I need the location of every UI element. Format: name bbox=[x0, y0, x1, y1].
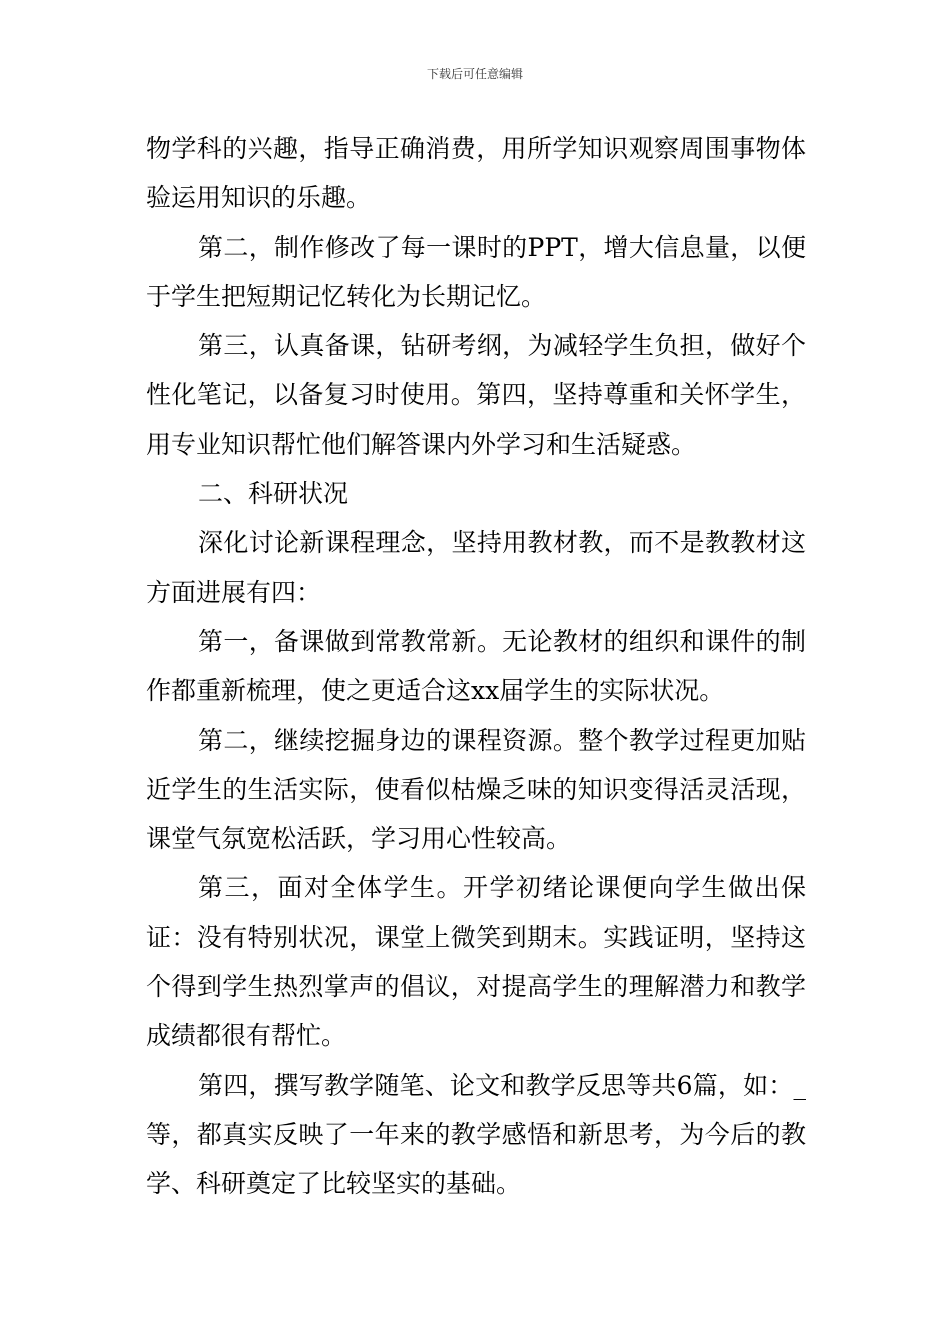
paragraph: 第三，认真备课，钻研考纲，为减轻学生负担，做好个性化笔记，以备复习时使用。第四，坚持尊重和关怀学生，用专业知识帮忙他们解答课内外学习和生活疑惑。 bbox=[146, 331, 806, 459]
paragraph: 第四，撰写教学随笔、论文和教学反思等共6篇，如：_等，都真实反映了一年来的教学感悟和新思考，为今后的教学、科研奠定了比较坚实的基础。 bbox=[146, 1070, 806, 1199]
paragraph: 深化讨论新课程理念，坚持用教材教，而不是教教材这方面进展有四： bbox=[146, 528, 806, 607]
paragraph-continuation: 物学科的兴趣，指导正确消费，用所学知识观察周围事物体验运用知识的乐趣。 bbox=[146, 134, 806, 213]
paragraph: 第一，备课做到常教常新。无论教材的组织和课件的制作都重新梳理，使之更适合这xx届学生的实际状况。 bbox=[146, 626, 806, 706]
paragraph: 第二，制作修改了每一课时的PPT，增大信息量，以便于学生把短期记忆转化为长期记忆。 bbox=[146, 232, 806, 311]
paragraph: 第三，面对全体学生。开学初绪论课便向学生做出保证：没有特别状况，课堂上微笑到期末。实践证明，坚持这个得到学生热烈掌声的倡议，对提高学生的理解潜力和教学成绩都很有帮忙。 bbox=[146, 873, 806, 1051]
section-heading: 二、科研状况 bbox=[198, 479, 349, 509]
document-body bbox=[146, 124, 806, 1209]
header-note: 下载后可任意编辑 bbox=[426, 67, 523, 81]
paragraph: 第二，继续挖掘身边的课程资源。整个教学过程更加贴近学生的生活实际，使看似枯燥乏味的知识变得活灵活现，课堂气氛宽松活跃，学习用心性较高。 bbox=[146, 725, 806, 854]
